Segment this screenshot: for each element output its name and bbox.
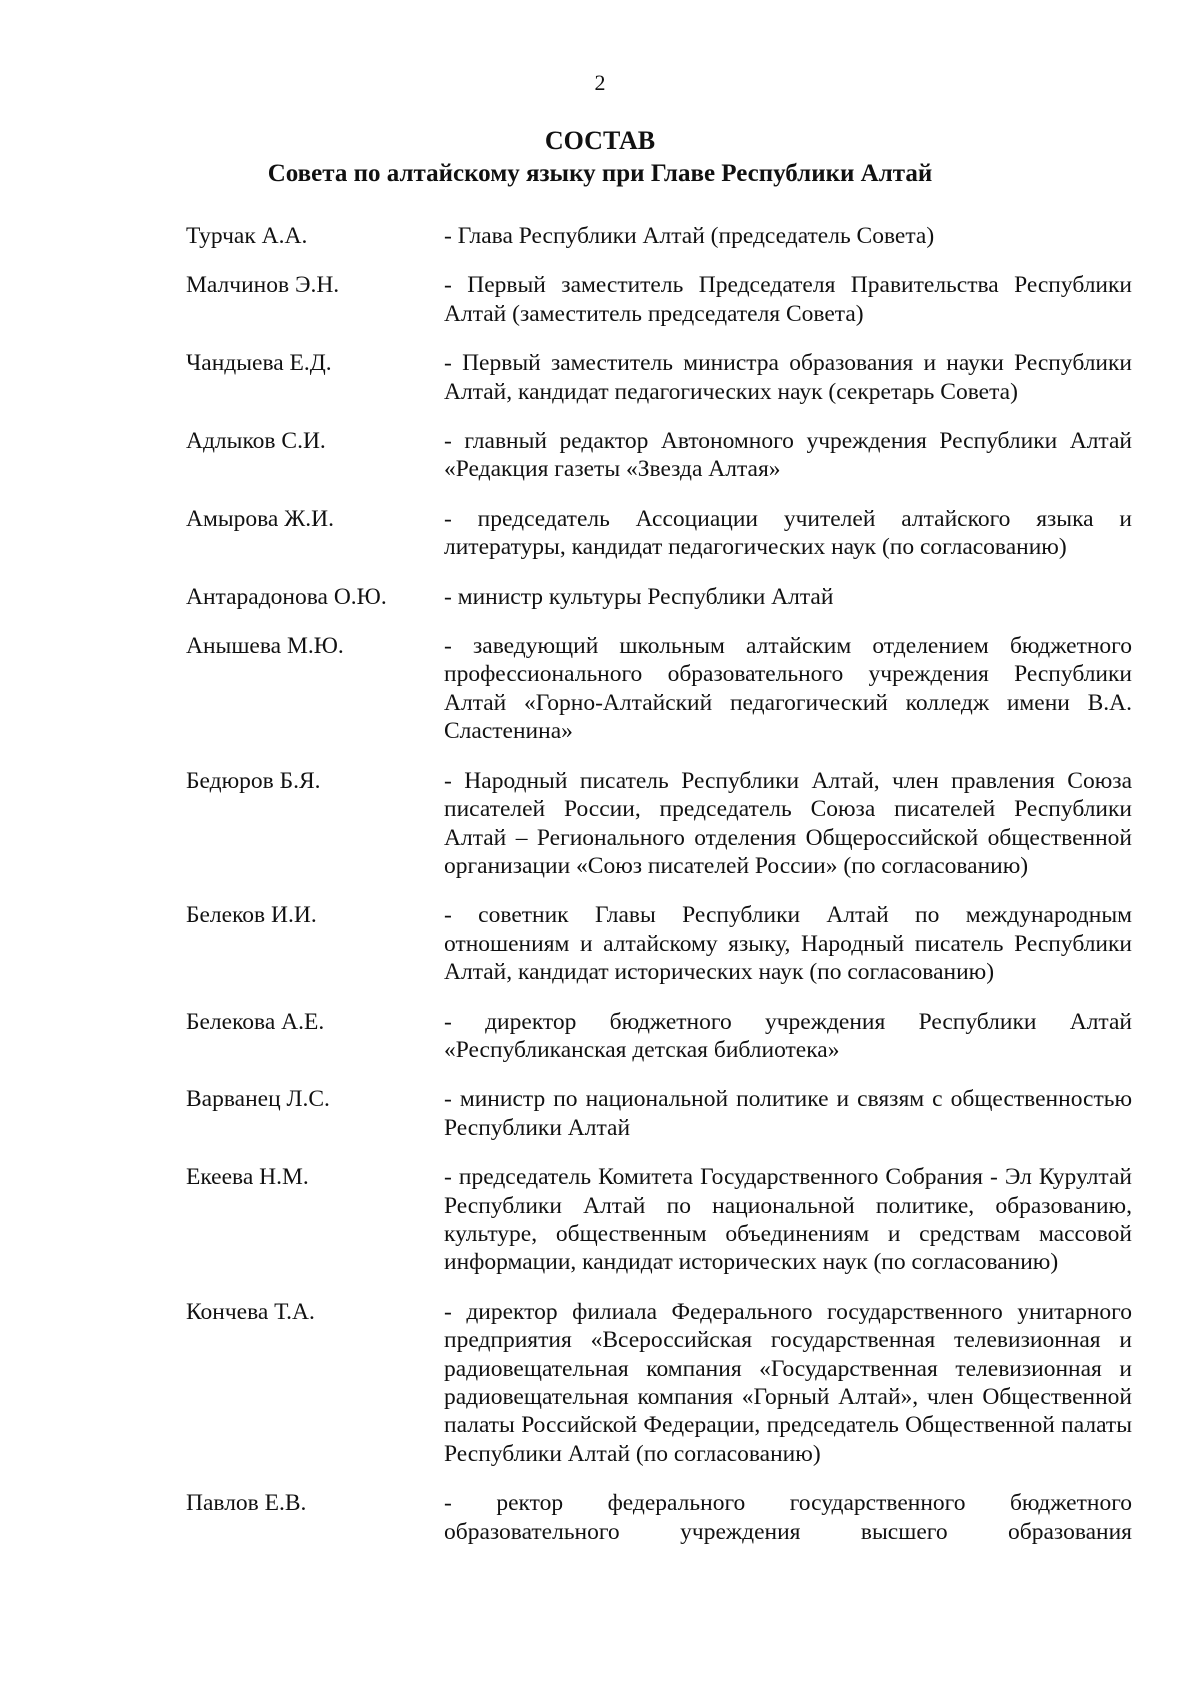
members-list [186, 222, 1132, 1567]
member-name: Кончева Т.А. [186, 1298, 315, 1325]
member-row [186, 1163, 1132, 1277]
member-role: - директор бюджетного учреждения Республики Алтай «Республиканская детская библиотека» [444, 1008, 1132, 1063]
member-role: - главный редактор Автономного учреждения Республики Алтай «Редакция газеты «Звезда Алтая» [444, 428, 1132, 483]
member-role: - ректор федерального государственного бюджетного образовательного учреждения высшего образования [444, 1490, 1132, 1545]
member-name: Анышева М.Ю. [186, 633, 344, 660]
member-row [186, 901, 1132, 986]
member-name: Амырова Ж.И. [186, 505, 334, 532]
member-name: Белеков И.И. [186, 902, 317, 929]
member-name: Бедюров Б.Я. [186, 767, 321, 794]
member-name: Малчинов Э.Н. [186, 272, 340, 299]
page-number: 2 [594, 70, 606, 95]
member-role: - председатель Ассоциации учителей алтайского языка и литературы, кандидат педагогических наук (по согласованию) [444, 505, 1132, 561]
member-name: Чандыева Е.Д. [186, 350, 332, 377]
member-row [186, 1085, 1132, 1142]
member-name: Антарадонова О.Ю. [186, 583, 387, 610]
member-row [186, 1298, 1132, 1468]
member-role: - министр культуры Республики Алтай [444, 583, 834, 610]
member-role: - Глава Республики Алтай (председатель Совета) [444, 223, 935, 249]
member-name: Екеева Н.М. [186, 1164, 309, 1191]
member-row [186, 427, 1132, 484]
member-row [186, 271, 1132, 328]
document-subtitle: Совета по алтайскому языку при Главе Республики Алтай [267, 160, 933, 187]
member-name: Турчак А.А. [186, 223, 308, 249]
member-name: Варванец Л.С. [186, 1086, 330, 1113]
member-name: Павлов Е.В. [186, 1490, 307, 1517]
member-row [186, 583, 1132, 611]
member-role: - заведующий школьным алтайским отделением бюджетного профессионального образовательного учреждения Республики Алтай «Горно-Алтайский педагогический колледж имени В.А. Сластенина» [444, 633, 1132, 745]
document-title: СОСТАВ [544, 126, 656, 155]
member-row [186, 632, 1132, 746]
member-role: - министр по национальной политике и связям с общественностью Республики Алтай [444, 1086, 1132, 1141]
member-name: Адлыков С.И. [186, 428, 326, 455]
member-role: - председатель Комитета Государственного Собрания - Эл Курултай Республики Алтай по национальной политике, образованию, культуре, общественным объединениям и средствам массовой информации, кандидат исторических наук (по согласованию) [444, 1164, 1132, 1276]
member-row [186, 1008, 1132, 1065]
member-row [186, 505, 1132, 562]
member-role: - Первый заместитель министра образования и науки Республики Алтай, кандидат педагогических наук (секретарь Совета) [444, 350, 1132, 405]
member-role: - директор филиала Федерального государственного унитарного предприятия «Всероссийская государственная телевизионная и радиовещательная компания «Государственная телевизионная и радиовещательная компания «Горный Алтай», член Общественной палаты Российской Федерации, председатель Общественной палаты Республики Алтай (по согласованию) [444, 1298, 1132, 1467]
member-row [186, 1489, 1132, 1546]
member-role: - советник Главы Республики Алтай по международным отношениям и алтайскому языку, Народный писатель Республики Алтай, кандидат исторических наук (по согласованию) [444, 902, 1132, 986]
member-row [186, 349, 1132, 406]
member-row [186, 767, 1132, 881]
member-name: Белекова А.Е. [186, 1008, 325, 1035]
member-role: - Народный писатель Республики Алтай, член правления Союза писателей России, председатель Союза писателей Республики Алтай – Регионального отделения Общероссийской общественной организации «Союз писателей России» (по согласованию) [444, 767, 1132, 879]
member-row [186, 222, 1132, 250]
member-role: - Первый заместитель Председателя Правительства Республики Алтай (заместитель председателя Совета) [444, 272, 1132, 327]
